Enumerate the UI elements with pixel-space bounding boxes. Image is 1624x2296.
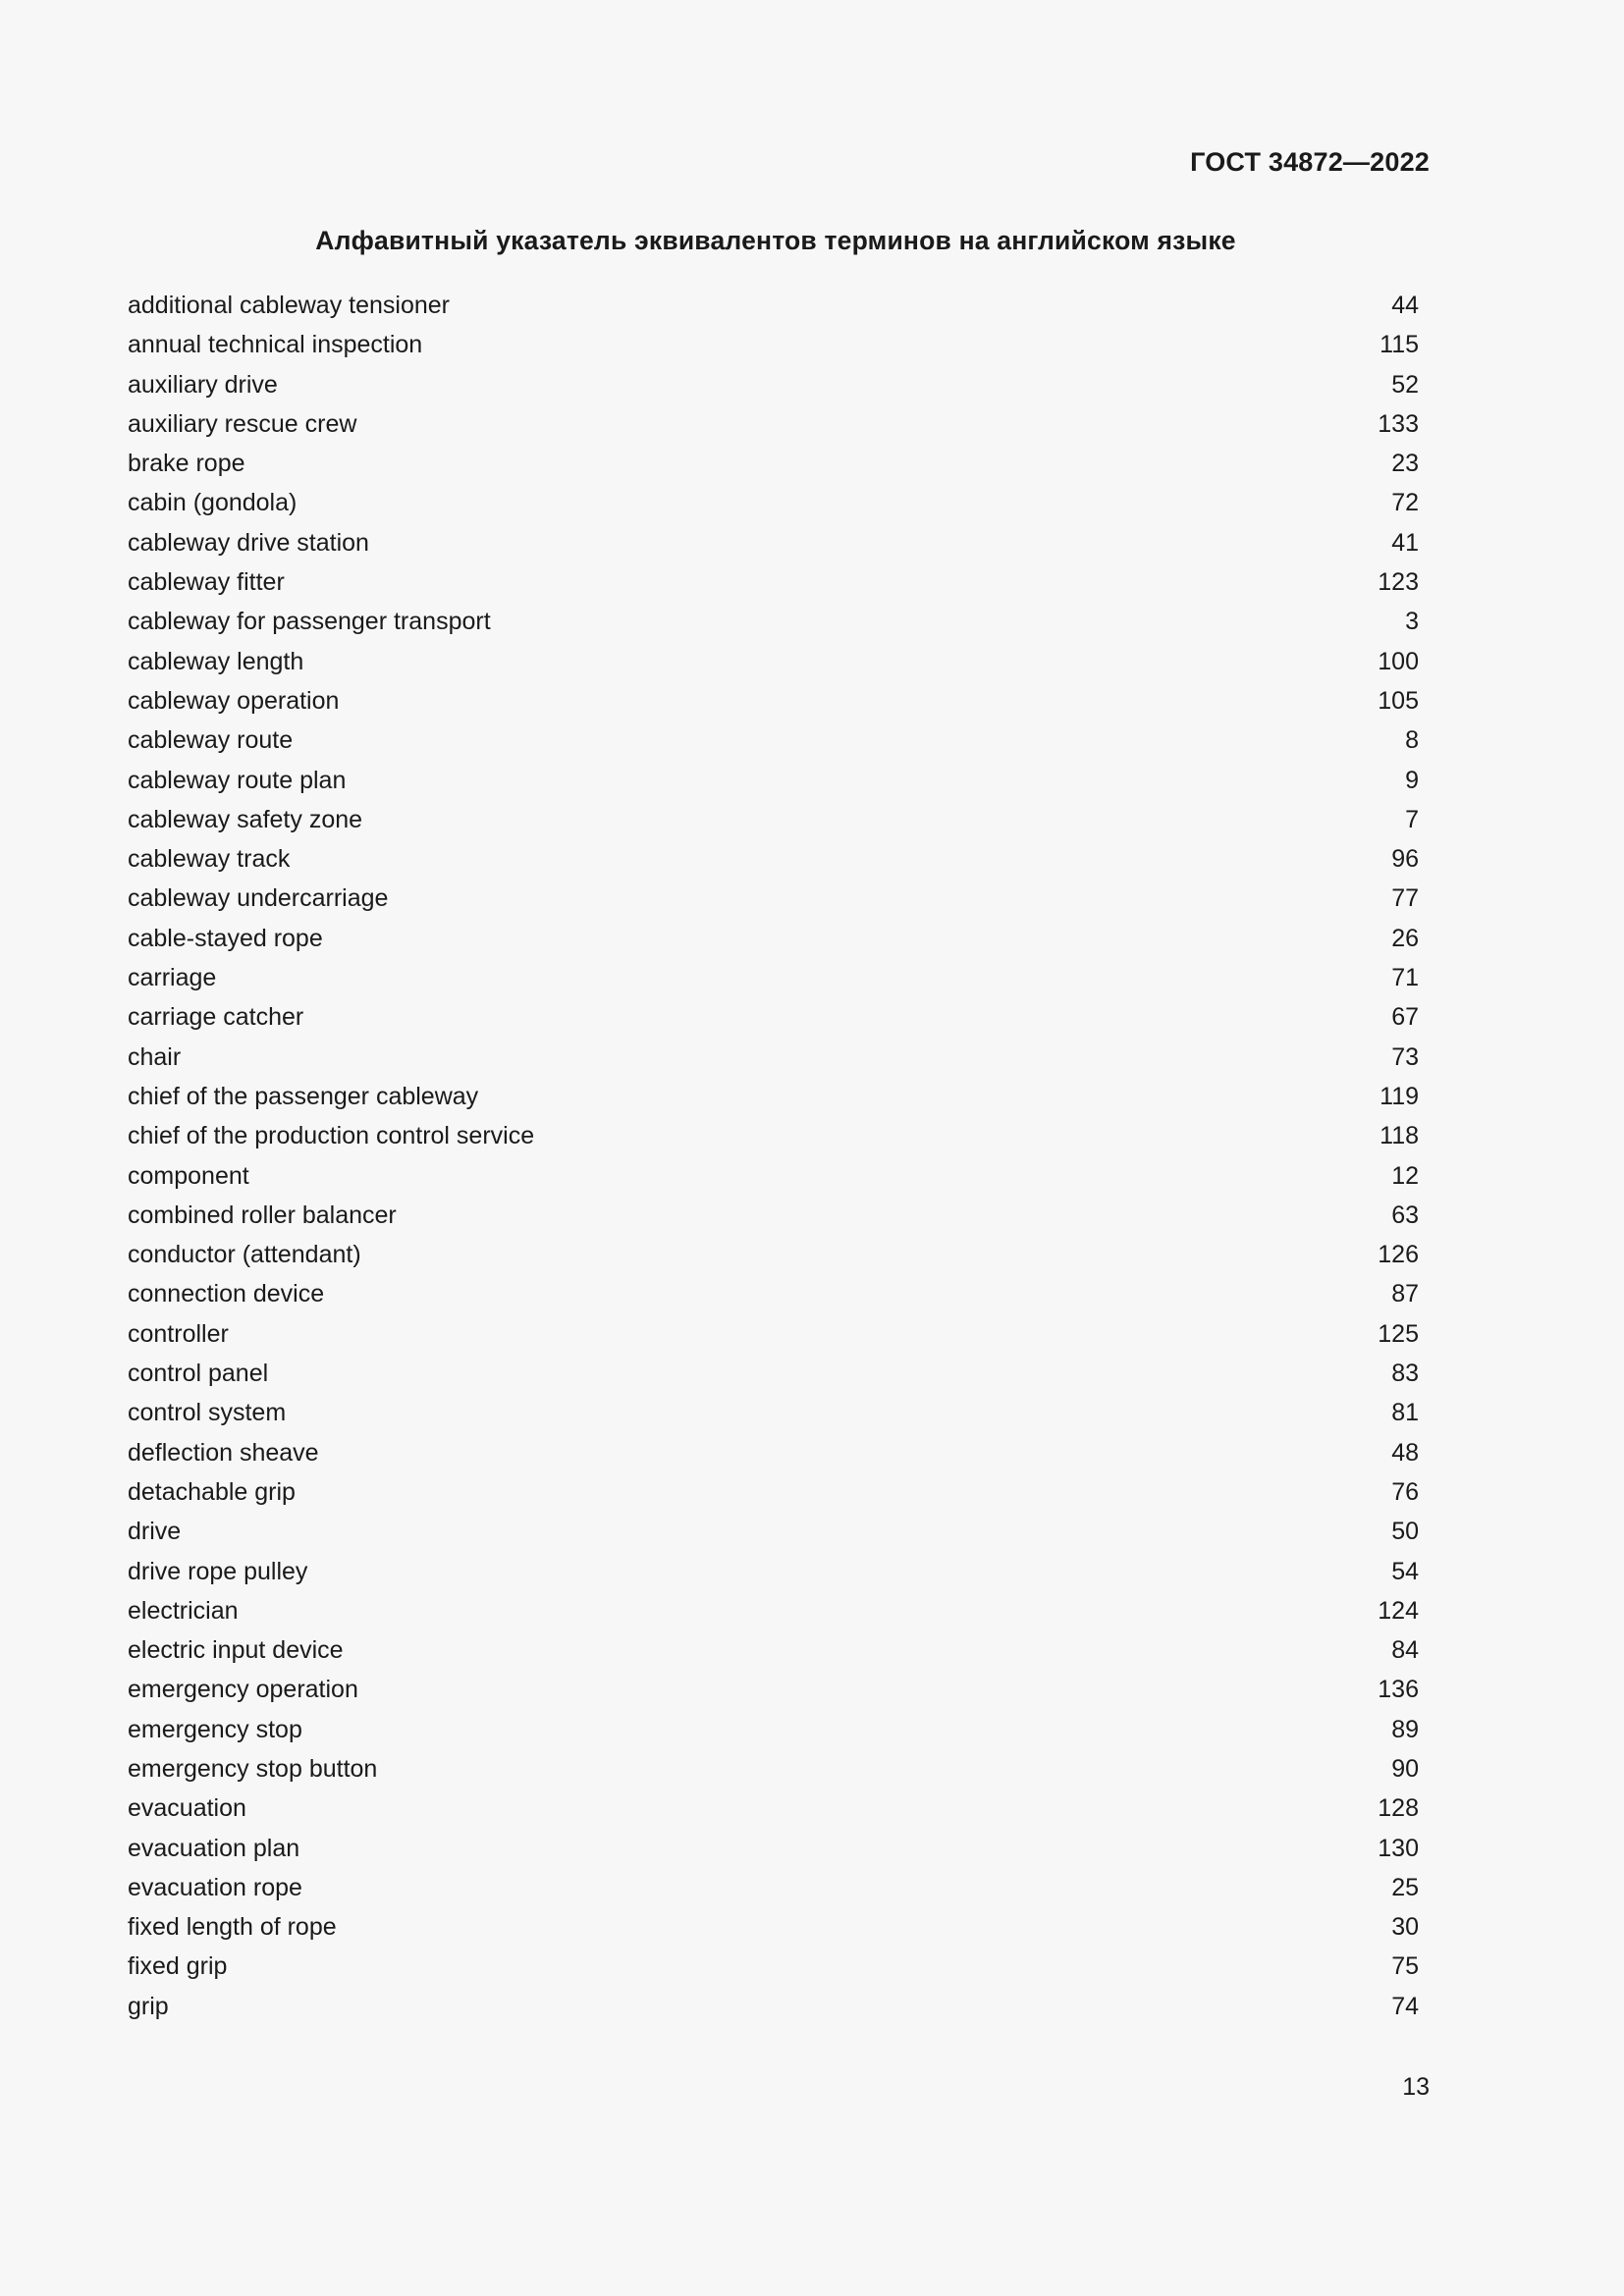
index-entry	[128, 602, 1419, 641]
index-entry	[128, 919, 1419, 958]
index-entry	[128, 642, 1419, 681]
index-entry	[128, 1235, 1419, 1274]
index-entry	[128, 562, 1419, 602]
index-term-number: 12	[1391, 1161, 1419, 1190]
index-term: additional cableway tensioner	[128, 292, 450, 319]
index-term: chair	[128, 1042, 182, 1071]
index-entry	[128, 1670, 1419, 1709]
index-term: control panel	[128, 1360, 269, 1388]
index-term: auxiliary drive	[128, 370, 278, 399]
index-term-number: 115	[1380, 331, 1419, 359]
index-entry	[128, 1591, 1419, 1630]
index-term: control system	[128, 1399, 287, 1427]
index-term-number: 124	[1378, 1596, 1419, 1625]
index-term-number: 8	[1405, 726, 1419, 755]
index-term: chief of the passenger cableway	[128, 1082, 479, 1110]
index-entry	[128, 1630, 1419, 1670]
index-term-number: 96	[1391, 845, 1419, 874]
index-entry	[128, 523, 1419, 562]
index-term: auxiliary rescue crew	[128, 409, 357, 438]
index-term-number: 23	[1391, 450, 1419, 478]
term-index-list	[128, 286, 1419, 2026]
index-term: carriage	[128, 964, 217, 992]
index-entry	[128, 1038, 1419, 1077]
index-term-number: 63	[1391, 1201, 1419, 1229]
index-entry	[128, 1868, 1419, 1907]
index-term: electrician	[128, 1596, 239, 1625]
index-entry	[128, 1354, 1419, 1393]
index-term: fixed length of rope	[128, 1913, 337, 1942]
index-term-number: 73	[1391, 1042, 1419, 1071]
index-entry	[128, 839, 1419, 879]
index-term-number: 26	[1391, 924, 1419, 952]
index-term: fixed grip	[128, 1952, 228, 1981]
index-term-number: 71	[1391, 964, 1419, 992]
index-term: combined roller balancer	[128, 1201, 397, 1229]
index-term: detachable grip	[128, 1477, 296, 1506]
index-entry	[128, 761, 1419, 800]
index-entry	[128, 483, 1419, 522]
index-entry	[128, 681, 1419, 721]
index-term: evacuation rope	[128, 1873, 302, 1901]
index-term: evacuation	[128, 1794, 246, 1823]
index-term: annual technical inspection	[128, 331, 423, 359]
index-term: cabin (gondola)	[128, 489, 298, 517]
index-entry	[128, 958, 1419, 997]
index-term-number: 87	[1391, 1280, 1419, 1308]
index-term: cableway length	[128, 647, 304, 675]
index-term: evacuation plan	[128, 1834, 300, 1862]
index-term-number: 50	[1391, 1518, 1419, 1546]
index-term-number: 75	[1391, 1952, 1419, 1981]
index-term-number: 89	[1391, 1715, 1419, 1743]
index-term-number: 125	[1378, 1319, 1419, 1348]
index-entry	[128, 1512, 1419, 1551]
index-entry	[128, 721, 1419, 760]
index-term-number: 54	[1391, 1557, 1419, 1585]
page-number: 13	[1402, 2073, 1430, 2101]
index-term-number: 84	[1391, 1636, 1419, 1665]
index-entry	[128, 444, 1419, 483]
index-title: Алфавитный указатель эквивалентов терминов на английском языке	[315, 226, 1236, 255]
index-term-number: 3	[1405, 608, 1419, 636]
index-term-number: 52	[1391, 370, 1419, 399]
index-term-number: 126	[1378, 1241, 1419, 1269]
index-term-number: 130	[1378, 1834, 1419, 1862]
index-term: cableway for passenger transport	[128, 608, 491, 636]
index-term-number: 74	[1391, 1992, 1419, 2020]
index-term: connection device	[128, 1280, 325, 1308]
index-entry	[128, 1472, 1419, 1512]
index-term-number: 48	[1391, 1438, 1419, 1467]
index-entry	[128, 404, 1419, 444]
index-entry	[128, 1393, 1419, 1432]
index-term: drive rope pulley	[128, 1557, 308, 1585]
index-entry	[128, 1907, 1419, 1947]
index-term-number: 119	[1380, 1082, 1419, 1110]
index-term: cableway track	[128, 845, 291, 874]
index-entry	[128, 1829, 1419, 1868]
index-entry	[128, 1710, 1419, 1749]
index-term-number: 30	[1391, 1913, 1419, 1942]
index-entry	[128, 1116, 1419, 1155]
index-term: cableway drive station	[128, 528, 369, 557]
index-term: emergency stop	[128, 1715, 302, 1743]
index-term: cableway safety zone	[128, 805, 363, 833]
index-term-number: 44	[1391, 292, 1419, 319]
index-term: cableway undercarriage	[128, 884, 389, 913]
index-term: grip	[128, 1992, 169, 2020]
index-term-number: 100	[1378, 647, 1419, 675]
index-term: emergency stop button	[128, 1754, 378, 1783]
index-entry	[128, 1274, 1419, 1313]
index-term: drive	[128, 1518, 182, 1546]
index-term-number: 25	[1391, 1873, 1419, 1901]
index-entry	[128, 286, 1419, 325]
index-term-number: 77	[1391, 884, 1419, 913]
index-entry	[128, 1433, 1419, 1472]
index-term-number: 136	[1378, 1676, 1419, 1704]
index-entry	[128, 1196, 1419, 1235]
index-entry	[128, 1947, 1419, 1986]
index-entry	[128, 1749, 1419, 1789]
index-term: electric input device	[128, 1636, 344, 1665]
index-entry	[128, 1987, 1419, 2026]
index-entry	[128, 365, 1419, 404]
index-entry	[128, 997, 1419, 1037]
index-term: cableway fitter	[128, 568, 285, 597]
index-term-number: 128	[1378, 1794, 1419, 1823]
index-term-number: 105	[1378, 686, 1419, 715]
index-term-number: 72	[1391, 489, 1419, 517]
index-term-number: 133	[1378, 409, 1419, 438]
index-term: component	[128, 1161, 249, 1190]
index-entry	[128, 1789, 1419, 1828]
index-term: conductor (attendant)	[128, 1241, 361, 1269]
index-entry	[128, 879, 1419, 918]
index-term-number: 41	[1391, 528, 1419, 557]
index-term-number: 123	[1378, 568, 1419, 597]
index-term: cableway route	[128, 726, 294, 755]
index-term: cableway operation	[128, 686, 340, 715]
index-term: cable-stayed rope	[128, 924, 323, 952]
index-term-number: 118	[1380, 1122, 1419, 1150]
index-term-number: 7	[1405, 805, 1419, 833]
index-term-number: 81	[1391, 1399, 1419, 1427]
index-term: controller	[128, 1319, 229, 1348]
index-term: cableway route plan	[128, 766, 347, 794]
index-term-number: 76	[1391, 1477, 1419, 1506]
index-entry	[128, 1156, 1419, 1196]
document-code: ГОСТ 34872—2022	[1190, 147, 1430, 177]
index-term: deflection sheave	[128, 1438, 319, 1467]
index-entry	[128, 1314, 1419, 1354]
index-term-number: 90	[1391, 1754, 1419, 1783]
index-term: carriage catcher	[128, 1003, 304, 1032]
index-entry	[128, 325, 1419, 364]
index-term-number: 9	[1405, 766, 1419, 794]
index-term-number: 83	[1391, 1360, 1419, 1388]
index-entry	[128, 1552, 1419, 1591]
index-entry	[128, 1077, 1419, 1116]
index-term: chief of the production control service	[128, 1122, 535, 1150]
index-term: emergency operation	[128, 1676, 358, 1704]
index-entry	[128, 800, 1419, 839]
index-term-number: 67	[1391, 1003, 1419, 1032]
index-term: brake rope	[128, 450, 245, 478]
